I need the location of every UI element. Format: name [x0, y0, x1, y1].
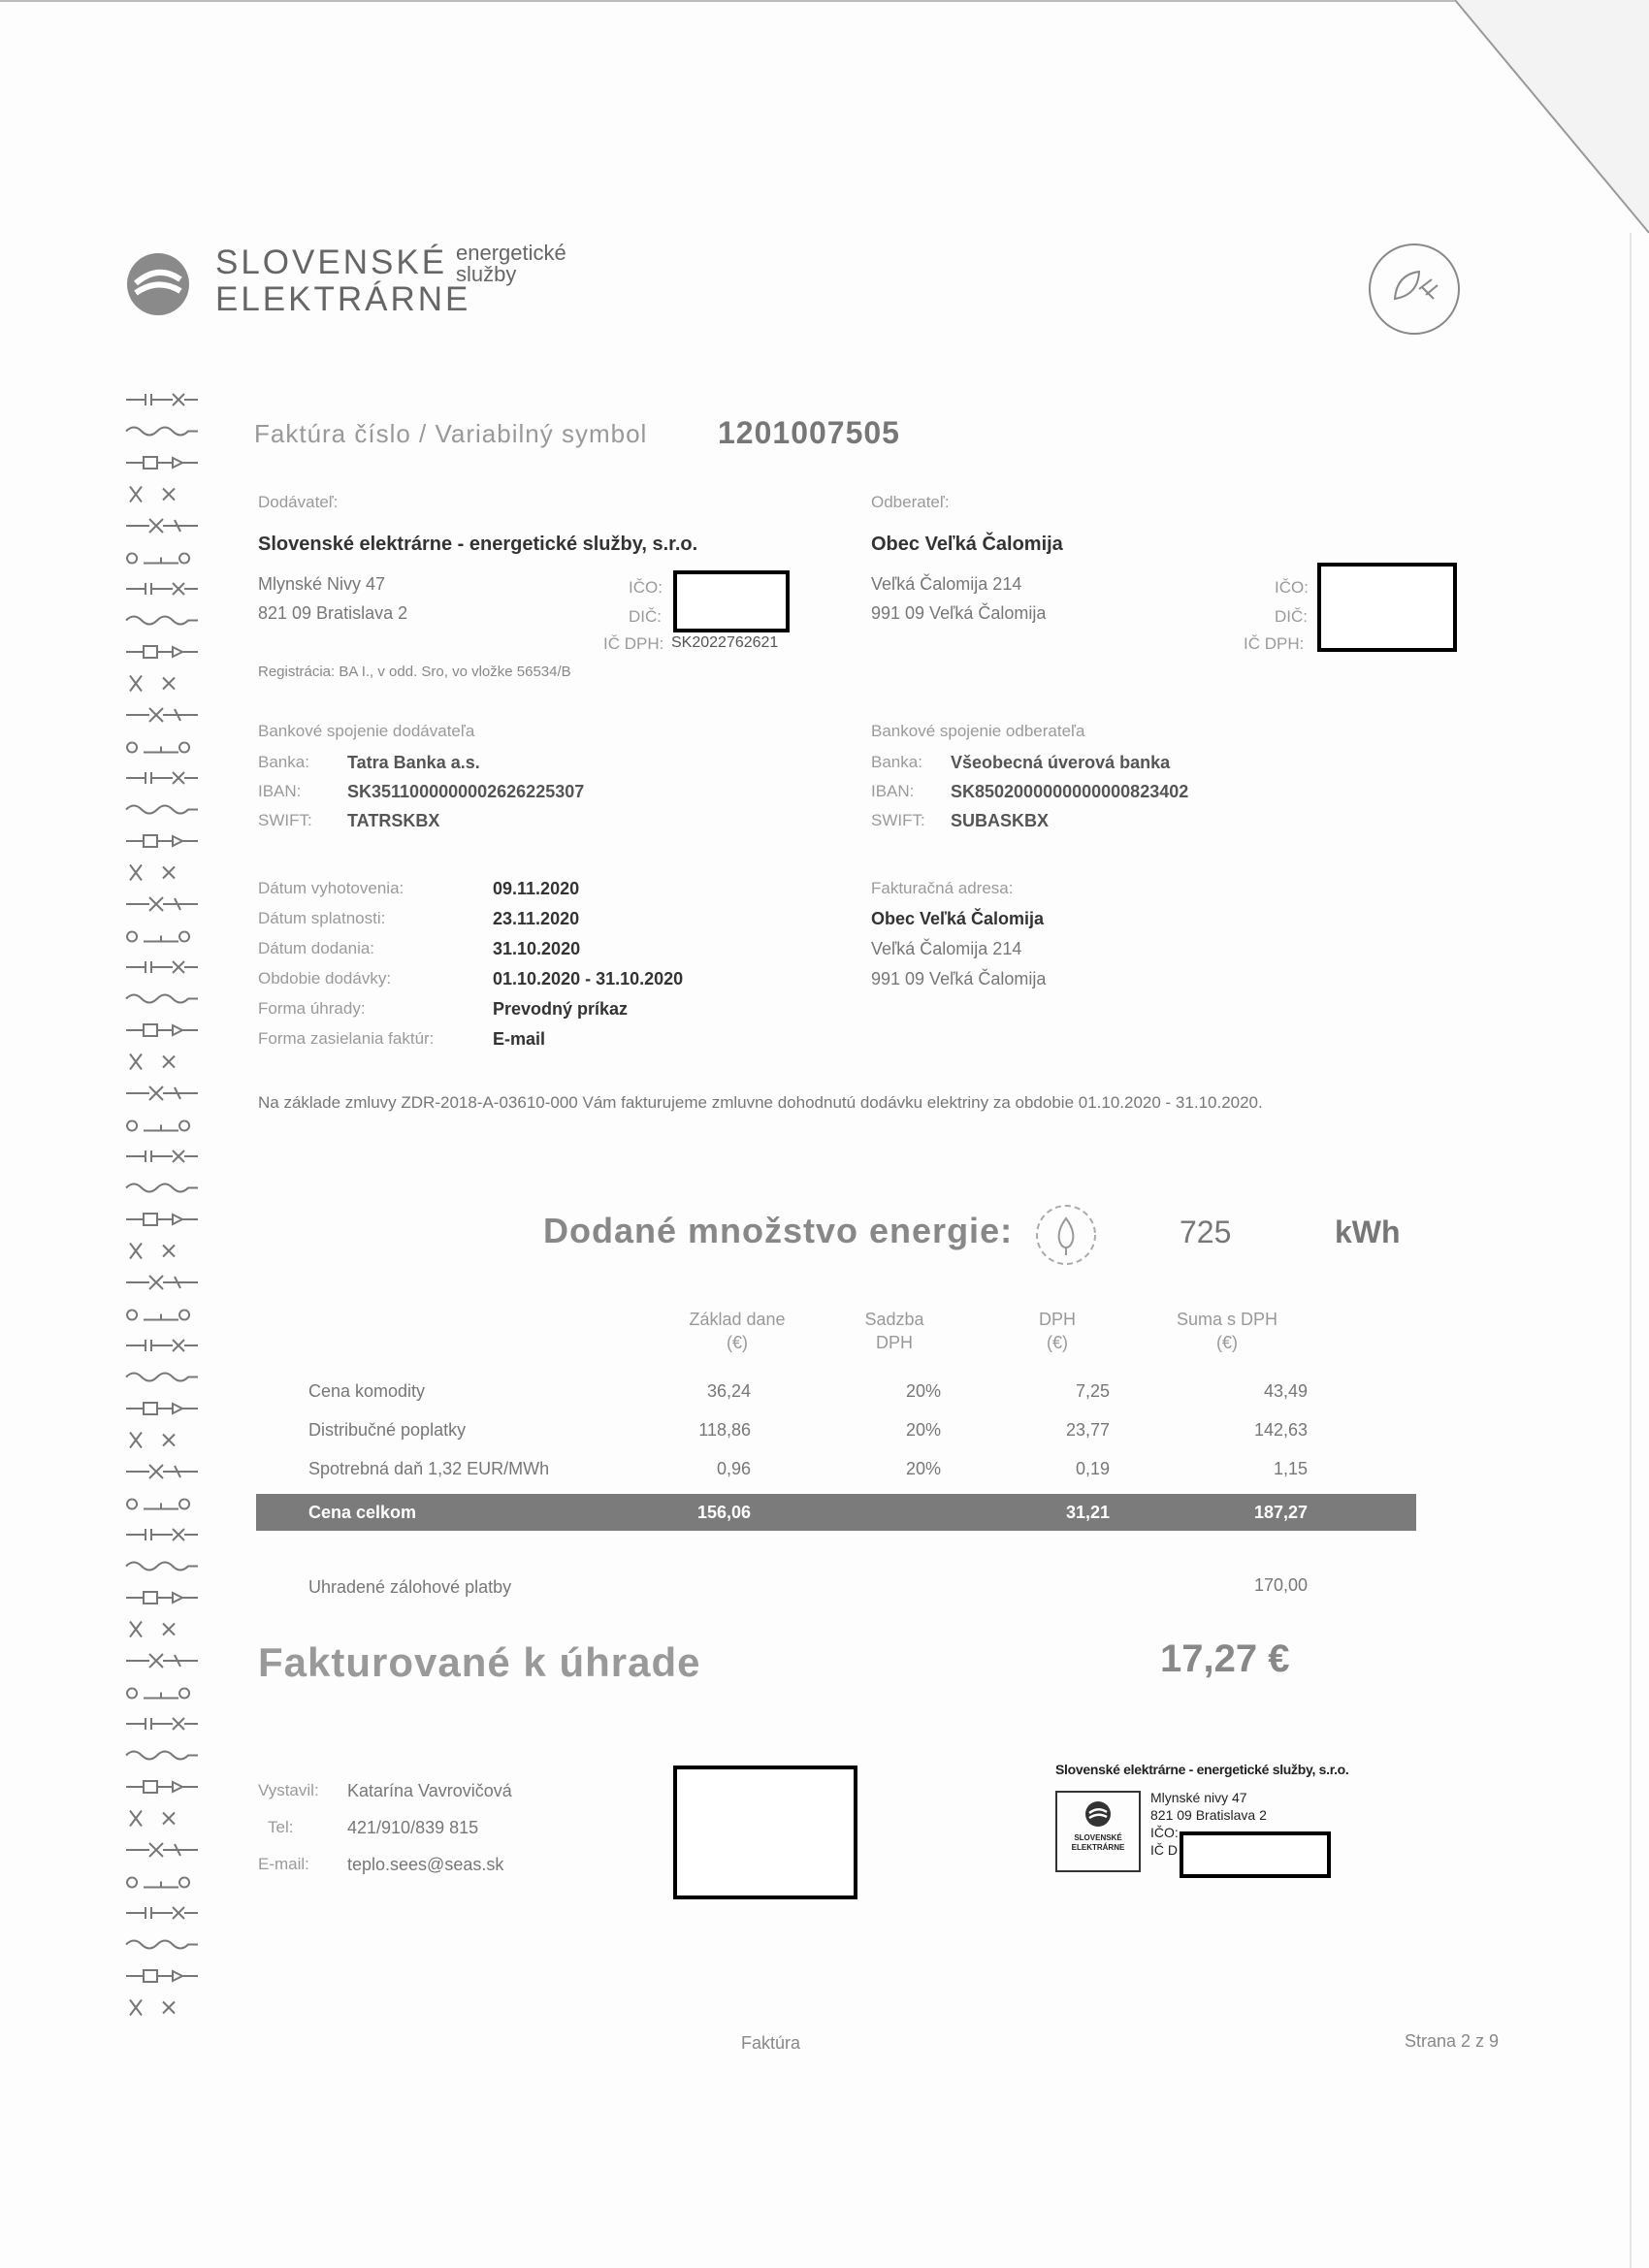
electrical-symbol-icon — [126, 806, 198, 814]
billing-name: Obec Veľká Čalomija — [871, 909, 1045, 928]
invoice-number: 1201007505 — [718, 415, 900, 450]
electrical-symbol-icon — [126, 1563, 198, 1571]
customer-bank-heading: Bankové spojenie odberateľa — [871, 722, 1085, 740]
electrical-symbol-icon — [126, 1150, 198, 1162]
supplier-iban: SK3511000000002626225307 — [347, 782, 585, 801]
electrical-symbol-icon — [127, 1121, 189, 1131]
date-value: 31.10.2020 — [493, 939, 581, 958]
col-header-line: (€) — [727, 1333, 748, 1352]
col-header-line: Základ dane — [689, 1310, 786, 1329]
date-value: Prevodný príkaz — [493, 999, 629, 1019]
billing-city: 991 09 Veľká Čalomija — [871, 969, 1047, 988]
customer-swift-label: SWIFT: — [871, 811, 925, 829]
footer-center: Faktúra — [741, 2033, 801, 2053]
electrical-symbol-icon — [130, 1054, 175, 1070]
electrical-symbol-icon — [127, 1311, 189, 1320]
slovenske-elektrarne-logo-icon — [124, 250, 192, 318]
customer-icdph-label: IČ DPH: — [1244, 634, 1305, 653]
total-vat: 31,21 — [1065, 1503, 1110, 1522]
supplier-bank-heading: Bankové spojenie dodávateľa — [258, 722, 475, 740]
customer-dic-label: DIČ: — [1275, 607, 1308, 626]
redaction-box — [673, 570, 790, 632]
electrical-symbol-icon — [126, 1907, 198, 1919]
row-base: 36,24 — [706, 1381, 751, 1401]
email: teplo.sees@seas.sk — [347, 1855, 504, 1874]
date-row — [258, 1029, 801, 1059]
billing-street: Veľká Čalomija 214 — [871, 939, 1022, 958]
table-row — [0, 1381, 1649, 1410]
logo-wordmark — [215, 244, 470, 318]
electrical-symbol-icon — [126, 961, 198, 973]
col-header-line: Suma s DPH — [1176, 1310, 1278, 1329]
customer-bank: Všeobecná úverová banka — [951, 753, 1171, 772]
supplier-swift-label: SWIFT: — [258, 811, 312, 829]
date-label: Forma zasielania faktúr: — [258, 1029, 435, 1048]
contract-note: Na základe zmluvy ZDR-2018-A-03610-000 Vám fakturujeme zmluvne dohodnutú dodávku elektriny za obdobie 01.10.2020 - 31.10.2020. — [258, 1093, 1263, 1112]
electrical-symbol-icon — [126, 1184, 198, 1192]
amount-due-value: 17,27 € — [1160, 1637, 1290, 1680]
date-label: Dátum splatnosti: — [258, 909, 386, 927]
table-row — [0, 1459, 1649, 1488]
electrical-symbol-icon — [126, 428, 198, 436]
date-value: 01.10.2020 - 31.10.2020 — [493, 969, 684, 988]
customer-ico-label: IČO: — [1275, 578, 1309, 597]
logo-sub1: energetické — [456, 241, 566, 265]
electrical-symbol-icon — [130, 1244, 175, 1259]
logo-subtitle — [456, 243, 566, 285]
email-label: E-mail: — [258, 1855, 309, 1873]
advances-value: 170,00 — [1253, 1575, 1308, 1595]
col-header-line: DPH — [875, 1333, 913, 1352]
supplier-icdph: SK2022762621 — [671, 634, 779, 651]
supplier-bank-label: Banka: — [258, 753, 309, 771]
electrical-symbol-icon — [130, 2000, 175, 2016]
supplier-name: Slovenské elektrárne - energetické služby, s.r.o. — [258, 534, 698, 555]
electrical-symbol-icon — [126, 1374, 198, 1381]
electrical-symbol-icon — [127, 932, 189, 942]
eco-plug-icon — [1366, 241, 1463, 338]
col-header-line: DPH — [1038, 1310, 1076, 1329]
page-number: Strana 2 z 9 — [1405, 2031, 1500, 2051]
row-rate: 20% — [905, 1420, 942, 1440]
logo-line1: SLOVENSKÉ — [215, 243, 448, 281]
row-vat: 7,25 — [1075, 1381, 1110, 1401]
stamp-logo-icon — [1084, 1800, 1112, 1828]
customer-name: Obec Veľká Čalomija — [871, 534, 1063, 555]
date-row — [258, 939, 801, 969]
customer-swift: SUBASKBX — [951, 811, 1050, 830]
row-base: 118,86 — [698, 1420, 751, 1440]
total-row — [256, 1494, 1416, 1531]
row-vat: 0,19 — [1075, 1459, 1110, 1478]
electrical-symbol-icon — [126, 708, 198, 722]
scan-edge-right — [1630, 233, 1632, 2268]
electrical-symbol-icon — [126, 583, 198, 595]
electrical-symbol-icon — [126, 1086, 198, 1100]
stamp-logo — [1055, 1791, 1141, 1872]
electrical-symbol-icon — [127, 1878, 189, 1888]
supplier-heading: Dodávateľ: — [258, 493, 339, 511]
electrical-symbol-icon — [127, 554, 189, 564]
row-sum: 43,49 — [1263, 1381, 1308, 1401]
date-label: Forma úhrady: — [258, 999, 366, 1018]
date-label: Obdobie dodávky: — [258, 969, 392, 988]
tel-label: Tel: — [268, 1818, 294, 1836]
energy-unit: kWh — [1335, 1215, 1401, 1249]
electrical-symbol-icon — [126, 646, 198, 658]
row-sum: 1,15 — [1273, 1459, 1308, 1478]
row-vat: 23,77 — [1065, 1420, 1110, 1440]
logo-sub2: služby — [456, 262, 517, 286]
electrical-symbol-icon — [127, 1500, 189, 1509]
customer-street: Veľká Čalomija 214 — [871, 574, 1022, 594]
row-rate: 20% — [905, 1381, 942, 1401]
col-header-rate — [836, 1308, 953, 1354]
col-header-line: (€) — [1047, 1333, 1068, 1352]
stamp-logo-text — [1057, 1833, 1139, 1853]
row-rate: 20% — [905, 1459, 942, 1478]
advances-label: Uhradené zálohové platby — [308, 1577, 512, 1597]
billing-heading: Fakturačná adresa: — [871, 879, 1014, 897]
tel: 421/910/839 815 — [347, 1818, 479, 1837]
energy-value: 725 — [1180, 1215, 1232, 1249]
electrical-symbol-icon — [126, 1592, 198, 1604]
redaction-box — [1317, 563, 1457, 652]
date-row — [258, 879, 801, 909]
customer-iban: SK8502000000000000823402 — [951, 782, 1189, 801]
customer-bank-label: Banka: — [871, 753, 922, 771]
decorative-electrical-symbols — [124, 390, 202, 2049]
total-sum: 187,27 — [1253, 1503, 1308, 1522]
date-value: 23.11.2020 — [493, 909, 580, 928]
electrical-symbol-icon — [127, 743, 189, 753]
supplier-icdph-label: IČ DPH: — [603, 634, 664, 653]
stamp-icd: IČ D — [1150, 1842, 1178, 1858]
date-value: 09.11.2020 — [493, 879, 580, 898]
scan-edge — [0, 0, 1455, 2]
electrical-symbol-icon — [126, 1529, 198, 1540]
stamp-logo-line: ELEKTRÁRNE — [1071, 1843, 1125, 1852]
customer-heading: Odberateľ: — [871, 493, 950, 511]
supplier-bank: Tatra Banka a.s. — [347, 753, 480, 772]
electrical-symbol-icon — [130, 1622, 175, 1637]
date-row — [258, 999, 801, 1029]
electrical-symbol-icon — [126, 995, 198, 1003]
supplier-street: Mlynské Nivy 47 — [258, 574, 386, 594]
electrical-symbol-icon — [126, 1340, 198, 1351]
electrical-symbol-icon — [126, 897, 198, 911]
issued-by-label: Vystavil: — [258, 1781, 319, 1799]
supplier-iban-label: IBAN: — [258, 782, 302, 800]
supplier-city: 821 09 Bratislava 2 — [258, 603, 408, 623]
electrical-symbol-icon — [126, 772, 198, 784]
supplier-swift: TATRSKBX — [347, 811, 440, 830]
electrical-symbol-icon — [130, 1811, 175, 1827]
stamp-company: Slovenské elektrárne - energetické služby, s.r.o. — [1055, 1762, 1349, 1777]
electrical-symbol-icon — [126, 519, 198, 533]
total-label: Cena celkom — [308, 1503, 417, 1522]
electrical-symbol-icon — [130, 676, 175, 692]
table-row — [0, 1420, 1649, 1449]
amount-due-label: Fakturované k úhrade — [258, 1639, 701, 1685]
issued-by: Katarína Vavrovičová — [347, 1781, 512, 1800]
stamp-logo-line: SLOVENSKÉ — [1074, 1833, 1122, 1842]
redaction-box — [1180, 1831, 1331, 1878]
energy-icon — [1034, 1203, 1098, 1267]
electrical-symbol-icon — [126, 1654, 198, 1668]
electrical-symbol-icon — [126, 1970, 198, 1982]
stamp-ico: IČO: — [1150, 1825, 1179, 1840]
electrical-symbol-icon — [126, 1024, 198, 1036]
electrical-symbol-icon — [126, 1276, 198, 1289]
energy-label: Dodané množstvo energie: — [543, 1211, 1014, 1250]
col-header-line: (€) — [1216, 1333, 1238, 1352]
date-value: E-mail — [493, 1029, 546, 1049]
dates-block — [258, 879, 801, 1059]
redaction-box-signature — [673, 1766, 857, 1899]
date-label: Dátum vyhotovenia: — [258, 879, 404, 897]
electrical-symbol-icon — [127, 1689, 189, 1699]
col-header-sum — [1154, 1308, 1300, 1354]
stamp-street: Mlynské nivy 47 — [1150, 1790, 1247, 1805]
electrical-symbol-icon — [126, 617, 198, 625]
electrical-symbol-icon — [130, 865, 175, 881]
electrical-symbol-icon — [130, 487, 175, 502]
stamp-city: 821 09 Bratislava 2 — [1150, 1807, 1267, 1823]
date-label: Dátum dodania: — [258, 939, 375, 957]
row-label: Cena komodity — [308, 1381, 426, 1401]
invoice-number-label: Faktúra číslo / Variabilný symbol — [254, 419, 648, 448]
customer-iban-label: IBAN: — [871, 782, 915, 800]
col-header-line: Sadzba — [864, 1310, 924, 1329]
electrical-symbol-icon — [126, 1941, 198, 1949]
row-sum: 142,63 — [1253, 1420, 1308, 1440]
folded-corner — [1455, 0, 1649, 252]
electrical-symbol-icon — [126, 1718, 198, 1730]
date-row — [258, 909, 801, 939]
electrical-symbol-icon — [126, 394, 198, 405]
date-row — [258, 969, 801, 999]
electrical-symbol-icon — [126, 457, 198, 469]
col-header-base — [660, 1308, 815, 1354]
supplier-dic-label: DIČ: — [629, 607, 662, 626]
supplier-ico-label: IČO: — [629, 578, 663, 597]
row-label: Spotrebná daň 1,32 EUR/MWh — [308, 1459, 550, 1478]
electrical-symbol-icon — [126, 1752, 198, 1760]
total-base: 156,06 — [696, 1503, 751, 1522]
row-label: Distribučné poplatky — [308, 1420, 467, 1440]
electrical-symbol-icon — [126, 1214, 198, 1225]
electrical-symbol-icon — [126, 835, 198, 847]
col-header-vat — [999, 1308, 1116, 1354]
logo-line2: ELEKTRÁRNE — [215, 280, 471, 318]
supplier-registration: Registrácia: BA I., v odd. Sro, vo vložke 56534/B — [258, 664, 571, 680]
electrical-symbol-icon — [126, 1843, 198, 1857]
customer-city: 991 09 Veľká Čalomija — [871, 603, 1047, 623]
electrical-symbol-icon — [126, 1781, 198, 1793]
row-base: 0,96 — [716, 1459, 751, 1478]
